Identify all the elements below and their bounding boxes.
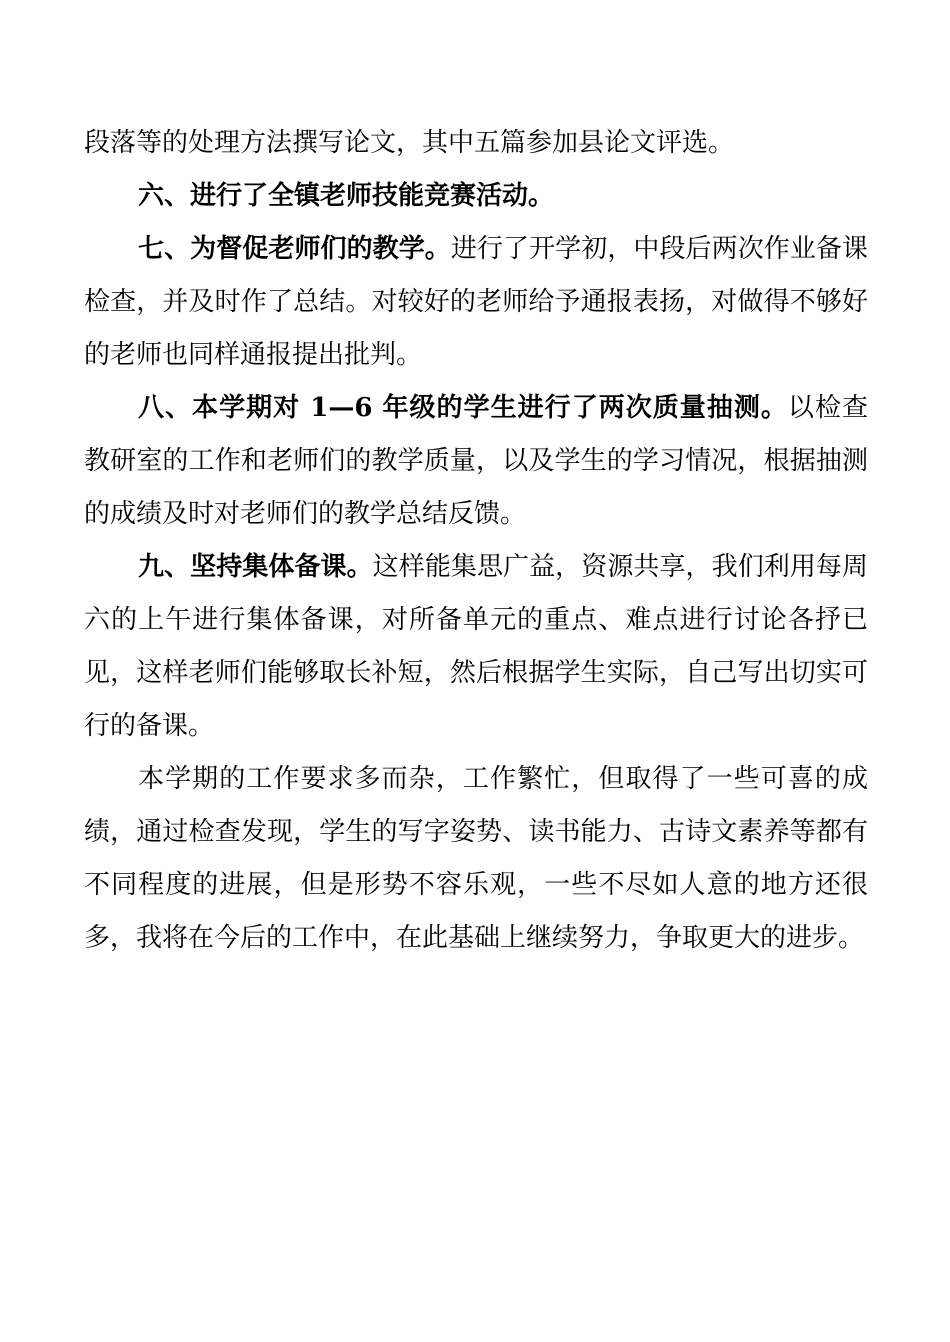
paragraph-body: 这样能集思广益，资源共享，我们利用每周六的上午进行集体备课，对所备单元的重点、难点进行讨论各抒已见，这样老师们能够取长补短，然后根据学生实际，自己写出切实可行的备课。 [84, 552, 868, 741]
paragraph-item-8 [84, 382, 868, 541]
paragraph-item-7 [84, 223, 868, 382]
paragraph-body: 进行了开学初，中段后两次作业备课检查，并及时作了总结。对较好的老师给予通报表扬，对做得不够好的老师也同样通报提出批判。 [84, 234, 868, 370]
paragraph-conclusion [84, 753, 868, 965]
paragraph-heading: 八、本学期对 1—6 年级的学生进行了两次质量抽测。 [138, 393, 788, 423]
paragraph-item-6 [84, 170, 868, 223]
paragraph-body: 以检查教研室的工作和老师们的教学质量，以及学生的学习情况，根据抽测的成绩及时对老师们的教学总结反馈。 [84, 393, 868, 529]
paragraph-heading: 七、为督促老师们的教学。 [138, 234, 451, 264]
paragraph-body: 段落等的处理方法撰写论文，其中五篇参加县论文评选。 [84, 128, 735, 158]
document-page [84, 117, 868, 965]
paragraph-item-9 [84, 541, 868, 753]
paragraph-continuation [84, 117, 868, 170]
paragraph-heading: 九、坚持集体备课。 [138, 552, 373, 582]
paragraph-body: 本学期的工作要求多而杂，工作繁忙，但取得了一些可喜的成绩，通过检查发现，学生的写字姿势、读书能力、古诗文素养等都有不同程度的进展，但是形势不容乐观，一些不尽如人意的地方还很多，我将在今后的工作中，在此基础上继续努力，争取更大的进步。 [84, 764, 868, 953]
paragraph-heading: 六、进行了全镇老师技能竞赛活动。 [138, 181, 555, 211]
